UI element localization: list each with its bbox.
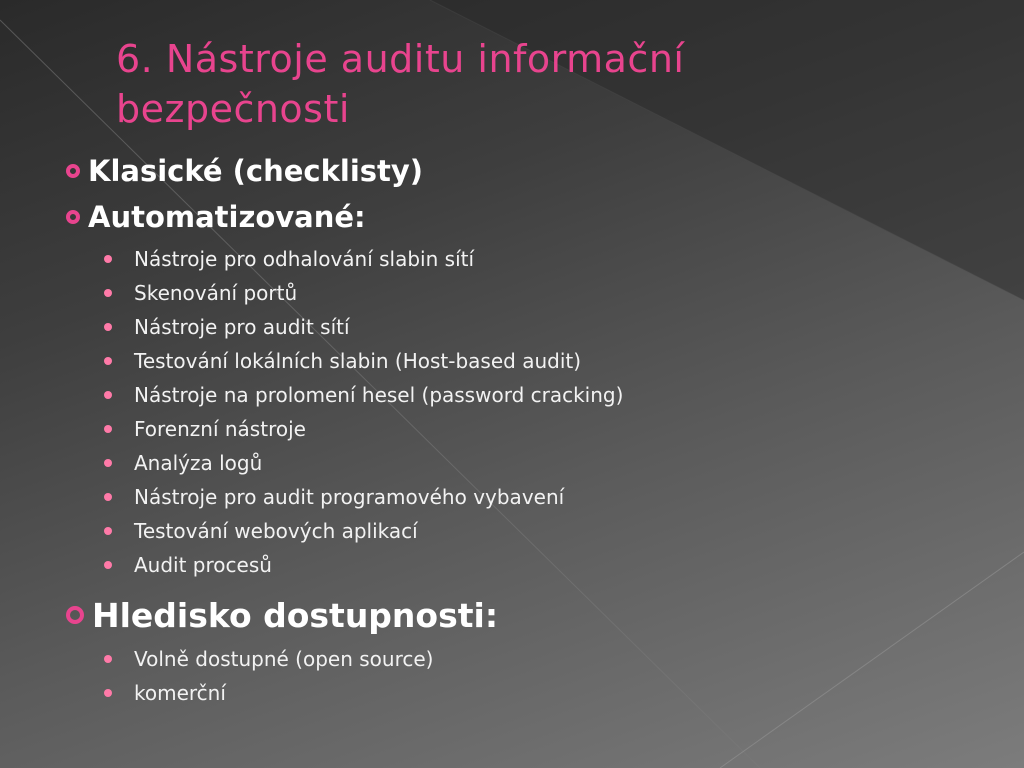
sub-item-text: Forenzní nástroje — [134, 417, 306, 441]
section-heading: Hledisko dostupnosti: — [92, 595, 499, 635]
sub-list-item — [104, 446, 980, 480]
dot-bullet-icon — [104, 459, 112, 467]
ring-bullet-icon — [66, 210, 80, 224]
section-heading: Automatizované: — [88, 200, 366, 234]
sub-list-item — [104, 242, 980, 276]
sub-item-text: Volně dostupné (open source) — [134, 647, 434, 671]
list-item-hledisko-dostupnosti — [60, 588, 980, 642]
dot-bullet-icon — [104, 493, 112, 501]
dot-bullet-icon — [104, 323, 112, 331]
sub-list-item — [104, 412, 980, 446]
sub-list-item — [104, 344, 980, 378]
sub-item-text: Nástroje pro audit programového vybavení — [134, 485, 565, 509]
dot-bullet-icon — [104, 425, 112, 433]
sub-item-text: Audit procesů — [134, 553, 272, 577]
sub-list-item — [104, 642, 980, 676]
sub-list-item — [104, 276, 980, 310]
dot-bullet-icon — [104, 391, 112, 399]
dot-bullet-icon — [104, 561, 112, 569]
sub-item-text: Nástroje pro audit sítí — [134, 315, 350, 339]
ring-bullet-icon — [66, 164, 80, 178]
automatizovane-sublist — [60, 242, 980, 582]
dot-bullet-icon — [104, 655, 112, 663]
dot-bullet-icon — [104, 527, 112, 535]
sub-item-text: Skenování portů — [134, 281, 298, 305]
sub-list-item — [104, 514, 980, 548]
list-item-klasicke — [60, 148, 980, 194]
slide-content — [60, 148, 980, 710]
slide-title: 6. Nástroje auditu informační bezpečnosti — [116, 37, 685, 131]
sub-item-text: Analýza logů — [134, 451, 263, 475]
sub-list-item — [104, 548, 980, 582]
dot-bullet-icon — [104, 255, 112, 263]
section-heading: Klasické (checklisty) — [88, 154, 424, 188]
sub-item-text: Nástroje na prolomení hesel (password cracking) — [134, 383, 624, 407]
sub-list-item — [104, 480, 980, 514]
dot-bullet-icon — [104, 289, 112, 297]
list-item-automatizovane — [60, 194, 980, 240]
sub-item-text: komerční — [134, 681, 226, 705]
sub-item-text: Testování lokálních slabin (Host-based audit) — [134, 349, 582, 373]
sub-item-text: Testování webových aplikací — [134, 519, 418, 543]
dostupnost-sublist — [60, 642, 980, 710]
sub-item-text: Nástroje pro odhalování slabin sítí — [134, 247, 475, 271]
sub-list-item — [104, 310, 980, 344]
dot-bullet-icon — [104, 357, 112, 365]
ring-bullet-icon — [66, 606, 84, 624]
dot-bullet-icon — [104, 689, 112, 697]
sub-list-item — [104, 378, 980, 412]
sub-list-item — [104, 676, 980, 710]
